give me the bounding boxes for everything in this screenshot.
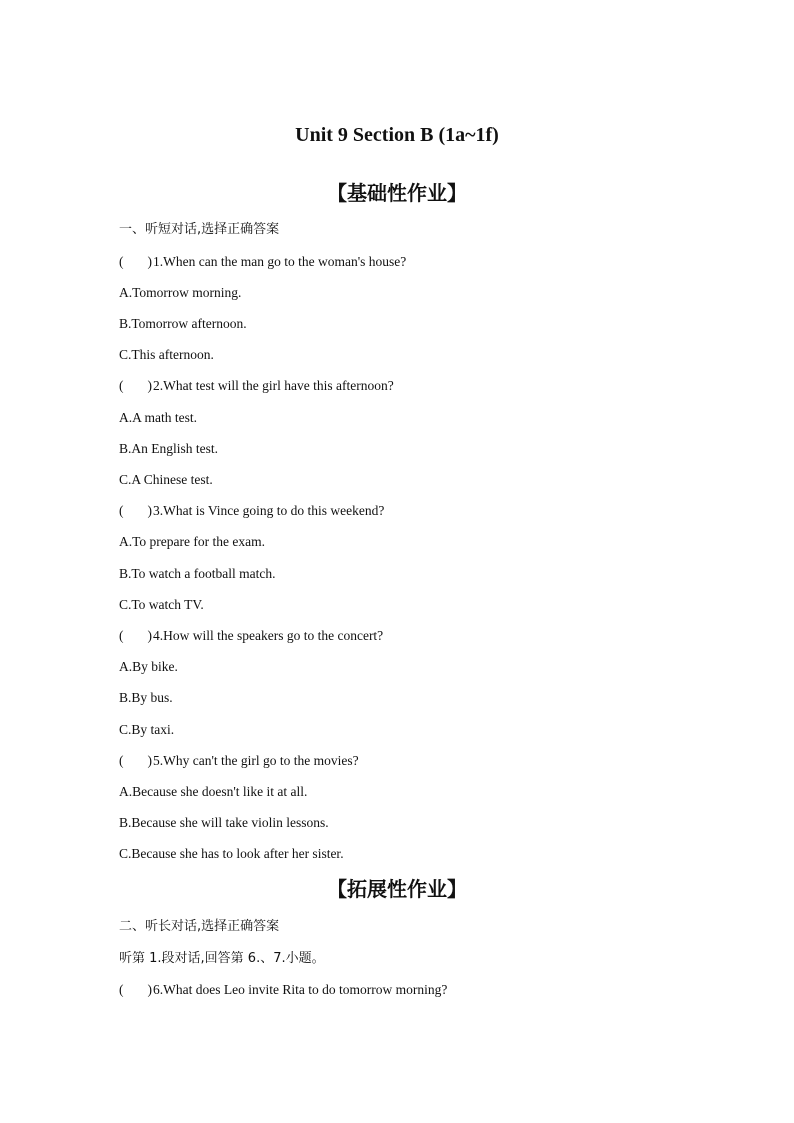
question-3 <box>119 502 384 520</box>
option-3b: B.To watch a football match. <box>119 566 276 581</box>
option-5b: B.Because she will take violin lessons. <box>119 815 329 830</box>
option-4b: B.By bus. <box>119 690 173 705</box>
answer-blank[interactable]: ( ) <box>119 753 152 768</box>
option-3a: A.To prepare for the exam. <box>119 534 265 549</box>
answer-blank[interactable]: ( ) <box>119 378 152 393</box>
option-5a: A.Because she doesn't like it at all. <box>119 784 308 799</box>
option-2c: C.A Chinese test. <box>119 472 213 487</box>
question-6 <box>119 981 447 999</box>
option-4a: A.By bike. <box>119 659 178 674</box>
section-title-extended: 【拓展性作业】 <box>327 877 467 901</box>
answer-blank[interactable]: ( ) <box>119 503 152 518</box>
option-5c: C.Because she has to look after her sister. <box>119 846 344 861</box>
answer-blank[interactable]: ( ) <box>119 254 152 269</box>
question-stem: 3.What is Vince going to do this weekend? <box>153 503 385 518</box>
option-4c: C.By taxi. <box>119 722 175 737</box>
part1-heading: 一、听短对话,选择正确答案 <box>119 222 280 237</box>
document-title: Unit 9 Section B (1a~1f) <box>295 124 499 146</box>
question-stem: 1.When can the man go to the woman's house? <box>153 254 407 269</box>
question-1 <box>119 253 406 271</box>
option-3c: C.To watch TV. <box>119 597 204 612</box>
answer-blank[interactable]: ( ) <box>119 982 152 997</box>
part2-heading: 二、听长对话,选择正确答案 <box>119 919 280 934</box>
question-2 <box>119 377 394 395</box>
option-1b: B.Tomorrow afternoon. <box>119 316 247 331</box>
question-stem: 4.How will the speakers go to the concert? <box>153 628 384 643</box>
option-2b: B.An English test. <box>119 441 219 456</box>
option-1c: C.This afternoon. <box>119 347 214 362</box>
question-4 <box>119 627 383 645</box>
question-stem: 6.What does Leo invite Rita to do tomorrow morning? <box>153 982 448 997</box>
question-5 <box>119 752 359 770</box>
question-stem: 2.What test will the girl have this afternoon? <box>153 378 394 393</box>
question-stem: 5.Why can't the girl go to the movies? <box>153 753 359 768</box>
section-title-basic: 【基础性作业】 <box>327 181 467 205</box>
answer-blank[interactable]: ( ) <box>119 628 152 643</box>
option-2a: A.A math test. <box>119 410 197 425</box>
option-1a: A.Tomorrow morning. <box>119 285 242 300</box>
part2-instruction: 听第 1.段对话,回答第 6.、7.小题。 <box>119 951 325 966</box>
